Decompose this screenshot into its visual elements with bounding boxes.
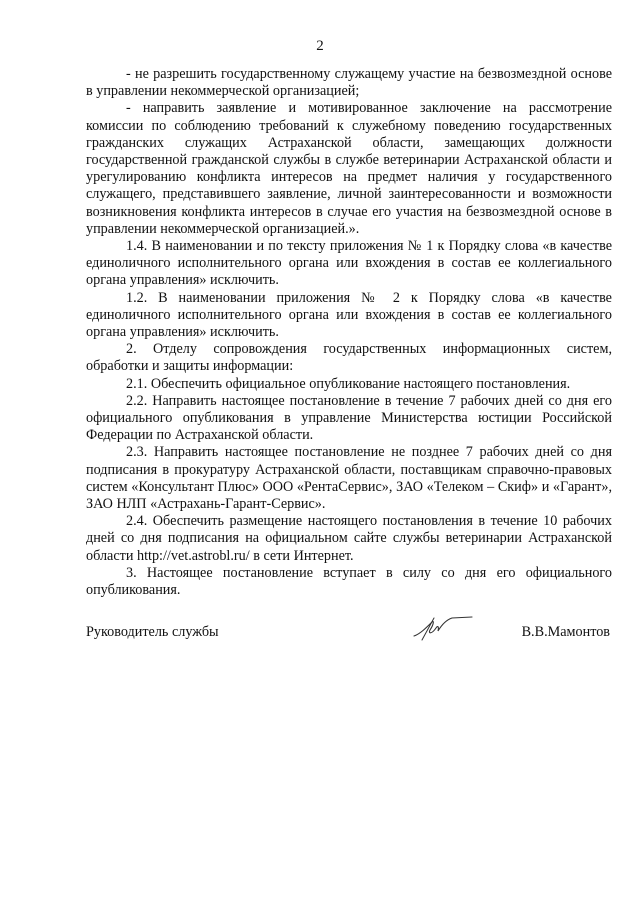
paragraph-10: 3. Настоящее постановление вступает в силу со дня его официального опубликования. [86,564,612,599]
paragraph-8: 2.3. Направить настоящее постановление не позднее 7 рабочих дней со дня подписания в прокуратуру Астраханской области, поставщикам справочно-правовых систем «Консультант Плюс» ООО «РентаСервис», ЗАО «Телеком – Скиф» и «Гарант», ЗАО НЛП «Астрахань-Гарант-Сервис». [86,444,612,513]
paragraph-7: 2.2. Направить настоящее постановление в течение 7 рабочих дней со дня его официального опубликования в управление Министерства юстиции Российской Федерации по Астраханской области. [86,392,612,444]
paragraph-3: 1.4. В наименовании и по тексту приложения № 1 к Порядку слова «в качестве единоличного исполнительного органа или вхождения в состав ее коллегиального органа управления» исключить. [86,238,612,289]
paragraph-1: - не разрешить государственному служащему участие на безвозмездной основе в управлении некоммерческой организацией; [86,66,612,100]
handwritten-signature [408,610,478,646]
signatory-name: В.В.Мамонтов [521,624,610,640]
signatory-position: Руководитель службы [86,624,219,640]
paragraph-5: 2. Отделу сопровождения государственных информационных систем, обработки и защиты информации: [86,341,612,375]
signature-block [86,624,612,654]
page-number: 2 [316,38,324,54]
paragraph-6: 2.1. Обеспечить официальное опубликование настоящего постановления. [126,375,571,392]
paragraph-9: 2.4. Обеспечить размещение настоящего постановления в течение 10 рабочих дней со дня подписания на официальном сайте службы ветеринарии Астраханской области http://vet.astrobl.ru/ в сети Интернет. [86,513,612,564]
document-body [86,66,612,599]
paragraph-2: - направить заявление и мотивированное заключение на рассмотрение комиссии по соблюдению требований к служебному поведению государственных гражданских служащих Астраханской области, замещающих должности государственной гражданской службы в службе ветеринарии Астраханской области и урегулированию конфликта интересов на предмет наличия у государственного служащего, представившего заявление, личной заинтересованности и возможности возникновения конфликта интересов в случае его участия на безвозмездной основе в управлении некоммерческой организацией.». [86,100,612,237]
paragraph-4: 1.2. В наименовании приложения № 2 к Порядку слова «в качестве единоличного исполнительного органа или вхождения в состав ее коллегиального органа управления» исключить. [86,289,612,341]
